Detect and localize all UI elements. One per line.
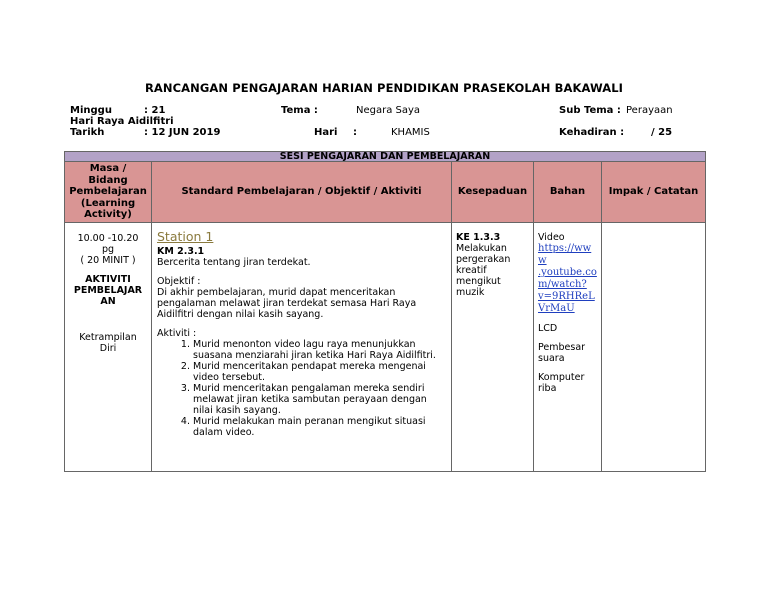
lesson-plan-table	[64, 151, 706, 472]
bahan-video: Video	[538, 232, 565, 243]
cell-standard	[152, 223, 452, 472]
cell-impak	[602, 223, 706, 472]
tema-label: Tema :	[281, 105, 318, 116]
list-item: 1. Murid menonton video lagu raya menunjukkan suasana menziarahi jiran ketika Hari Raya Aidilfitri.	[193, 339, 447, 361]
km-code: KM 2.3.1	[157, 246, 205, 257]
section-header: SESI PENGAJARAN DAN PEMBELAJARAN	[65, 152, 706, 162]
objektif-label: Objektif :	[157, 276, 201, 287]
ke-text: Melakukan pergerakan kreatif mengikut muzik	[456, 243, 511, 298]
minggu-label: Minggu	[70, 105, 112, 116]
subtema-value: Perayaan	[626, 105, 673, 116]
time-range: 10.00 -10.20	[77, 233, 139, 244]
cell-kesepaduan	[452, 223, 534, 472]
aktiviti-pembelajaran-label: AKTIVITI PEMBELAJAR AN	[73, 274, 143, 307]
list-item: 2. Murid menceritakan pendapat mereka mengenai video tersebut.	[193, 361, 447, 383]
subtema-continued: Hari Raya Aidilfitri	[70, 116, 174, 127]
tarikh-label: Tarikh	[70, 127, 105, 138]
list-item: 4. Murid melakukan main peranan mengikut situasi dalam video.	[193, 416, 447, 438]
youtube-link[interactable]: https://www .youtube.co m/watch? v=9RHReL VrMaU	[538, 243, 597, 314]
tema-value: Negara Saya	[356, 105, 421, 116]
page-title: RANCANGAN PENGAJARAN HARIAN PENDIDIKAN PRASEKOLAH BAKAWALI	[144, 81, 624, 95]
col-header-masa: Masa / Bidang Pembelajaran (Learning Activity)	[65, 162, 152, 223]
aktiviti-label: Aktiviti :	[157, 328, 197, 339]
kehadiran-label: Kehadiran :	[559, 127, 625, 138]
bahan-komputer-riba: Komputer riba	[538, 372, 585, 394]
ke-code: KE 1.3.3	[456, 232, 501, 243]
activity-list	[157, 339, 447, 438]
subtema-label: Sub Tema :	[559, 105, 621, 116]
bahan-lcd: LCD	[538, 323, 558, 334]
km-text: Bercerita tentang jiran terdekat.	[157, 257, 311, 268]
bahan-pembesar-suara: Pembesar suara	[538, 342, 586, 364]
col-header-kesepaduan: Kesepaduan	[452, 162, 534, 223]
time-period: pg	[101, 244, 115, 255]
col-header-impak: Impak / Catatan	[602, 162, 706, 223]
station-heading: Station 1	[157, 229, 214, 244]
hari-value: KHAMIS	[391, 127, 430, 138]
cell-bahan	[534, 223, 602, 472]
list-item: 3. Murid menceritakan pengalaman mereka sendiri melawat jiran ketika sambutan perayaan dengan nilai kasih sayang.	[193, 383, 447, 416]
objektif-text: Di akhir pembelajaran, murid dapat menceritakan pengalaman melawat jiran terdekat semasa Hari Raya Aidilfitri dengan nilai kasih sayang.	[157, 287, 417, 320]
kehadiran-value: / 25	[651, 127, 673, 138]
tarikh-value: : 12 JUN 2019	[144, 127, 221, 138]
hari-separator: :	[353, 127, 357, 138]
cell-masa	[65, 223, 152, 472]
hari-label: Hari	[314, 127, 338, 138]
col-header-bahan: Bahan	[534, 162, 602, 223]
col-header-standard: Standard Pembelajaran / Objektif / Aktiviti	[152, 162, 452, 223]
ketrampilan-diri-label: Ketrampilan Diri	[79, 332, 137, 354]
minggu-value: : 21	[144, 105, 166, 116]
time-duration: ( 20 MINIT )	[80, 255, 136, 266]
